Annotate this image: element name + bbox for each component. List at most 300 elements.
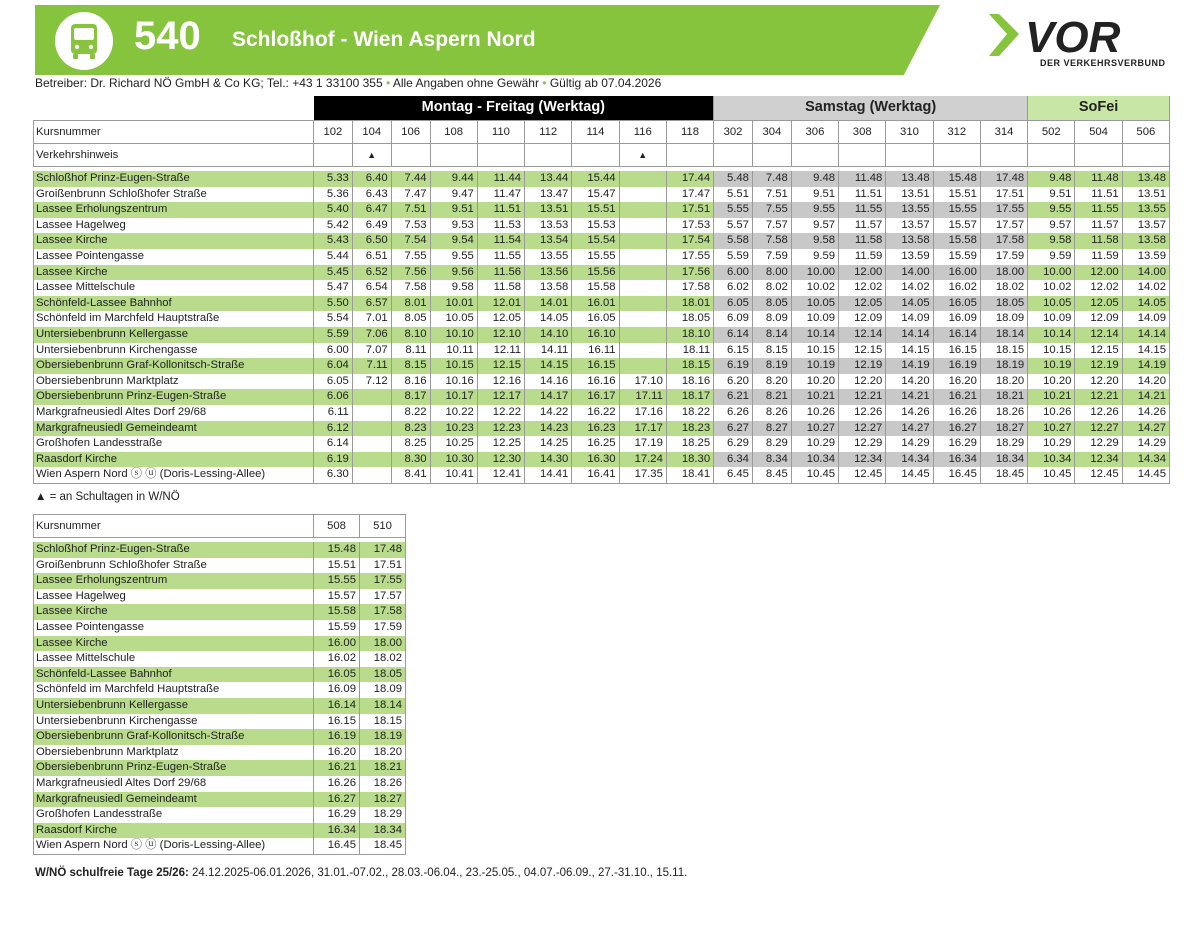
departure-time: 13.55 [1122,202,1169,218]
departure-time: 5.54 [314,311,353,327]
day-group-saturday: Samstag (Werktag) [714,96,1028,121]
stop-name: Untersiebenbrunn Kirchengasse [34,343,314,359]
kurs-number: 302 [714,121,753,144]
departure-time: 15.54 [572,233,619,249]
departure-time: 10.05 [791,296,838,312]
departure-time: 12.05 [477,311,524,327]
departure-time: 14.26 [886,405,933,421]
departure-time: 16.00 [314,636,360,652]
departure-time: 10.20 [791,374,838,390]
departure-time: 12.26 [839,405,886,421]
timetable-row [34,405,1170,421]
departure-time: 16.15 [933,343,980,359]
departure-time: 16.41 [572,467,619,483]
disclaimer: Alle Angaben ohne Gewähr [392,76,539,90]
day-group-row [34,96,1170,121]
departure-time [619,311,666,327]
departure-time: 14.34 [1122,452,1169,468]
departure-time: 11.51 [477,202,524,218]
departure-time: 11.55 [839,202,886,218]
departure-time: 10.22 [430,405,477,421]
kurs-number: 304 [752,121,791,144]
departure-time: 12.02 [839,280,886,296]
departure-time: 11.48 [839,171,886,187]
departure-time: 12.45 [839,467,886,483]
departure-time: 12.15 [1075,343,1122,359]
stop-name: Wien Aspern Nord ⓢ ⓤ (Doris-Lessing-Allee) [34,838,314,854]
timetable-row [34,667,406,683]
departure-time: 10.17 [430,389,477,405]
timetable-row [34,327,1170,343]
departure-time: 6.51 [352,249,391,265]
departure-time: 16.02 [314,651,360,667]
departure-time: 13.59 [886,249,933,265]
departure-time: 6.11 [314,405,353,421]
departure-time: 15.55 [572,249,619,265]
departure-time: 7.55 [391,249,430,265]
departure-time: 14.22 [525,405,572,421]
kurs-number: 114 [572,121,619,144]
timetable-row [34,358,1170,374]
departure-time: 18.19 [360,729,406,745]
stop-name: Lassee Mittelschule [34,651,314,667]
departure-time: 15.57 [314,589,360,605]
departure-time: 14.27 [1122,421,1169,437]
departure-time: 5.42 [314,218,353,234]
departure-time: 12.17 [477,389,524,405]
hint-cell [791,144,838,167]
departure-time: 16.45 [933,467,980,483]
departure-time: 14.27 [886,421,933,437]
departure-time: 18.27 [360,792,406,808]
departure-time: 16.01 [572,296,619,312]
timetable-row [34,233,1170,249]
departure-time: 6.19 [314,452,353,468]
hint-cell [752,144,791,167]
departure-time: 18.20 [360,745,406,761]
timetable-row [34,343,1170,359]
separator-dot: • [385,76,391,90]
timetable-row [34,374,1170,390]
departure-time: 5.51 [714,187,753,203]
timetable-row [34,807,406,823]
departure-time: 6.15 [714,343,753,359]
departure-time: 10.09 [1028,311,1075,327]
departure-time: 12.30 [477,452,524,468]
departure-time: 10.27 [1028,421,1075,437]
departure-time: 12.34 [839,452,886,468]
departure-time: 11.58 [1075,233,1122,249]
departure-time: 15.51 [314,558,360,574]
school-holidays-dates: 24.12.2025-06.01.2026, 31.01.-07.02., 28.03.-06.04., 23.-25.05., 04.07.-06.09., 27.-31.10., 15.11. [188,867,688,879]
kurs-number: 510 [360,515,406,538]
timetable-row [34,202,1170,218]
departure-time: 10.23 [430,421,477,437]
departure-time: 17.51 [666,202,713,218]
departure-time [352,436,391,452]
departure-time: 12.27 [839,421,886,437]
timetable-row [34,792,406,808]
departure-time: 11.44 [477,171,524,187]
departure-time: 13.51 [1122,187,1169,203]
departure-time: 15.58 [314,604,360,620]
departure-time: 17.54 [666,233,713,249]
departure-time: 7.59 [752,249,791,265]
departure-time: 17.55 [360,573,406,589]
departure-time: 8.26 [752,405,791,421]
departure-time: 5.48 [714,171,753,187]
departure-time: 12.16 [477,374,524,390]
stop-name: Obersiebenbrunn Graf-Kollonitsch-Straße [34,729,314,745]
stop-name: Lassee Kirche [34,265,314,281]
stop-name: Schönfeld-Lassee Bahnhof [34,667,314,683]
departure-time: 17.10 [619,374,666,390]
departure-time: 6.45 [714,467,753,483]
departure-time: 6.47 [352,202,391,218]
departure-time: 6.05 [714,296,753,312]
timetable-row [34,651,406,667]
stop-name: Schloßhof Prinz-Eugen-Straße [34,542,314,558]
departure-time: 6.34 [714,452,753,468]
departure-time: 9.59 [1028,249,1075,265]
timetable-row [34,682,406,698]
departure-time [619,265,666,281]
departure-time: 13.55 [525,249,572,265]
kursnummer-row [34,121,1170,144]
day-group-weekday: Montag - Freitag (Werktag) [314,96,714,121]
departure-time: 5.57 [714,218,753,234]
departure-time [619,233,666,249]
departure-time: 6.27 [714,421,753,437]
departure-time: 18.41 [666,467,713,483]
departure-time: 12.02 [1075,280,1122,296]
departure-time: 10.21 [1028,389,1075,405]
timetable-row [34,171,1170,187]
departure-time: 12.20 [839,374,886,390]
kurs-number: 116 [619,121,666,144]
departure-time: 9.55 [1028,202,1075,218]
departure-time: 5.58 [714,233,753,249]
departure-time: 15.59 [314,620,360,636]
departure-time: 10.02 [1028,280,1075,296]
departure-time: 18.30 [666,452,713,468]
departure-time: 9.55 [791,202,838,218]
departure-time: 14.00 [886,265,933,281]
departure-time: 14.16 [525,374,572,390]
departure-time: 14.02 [1122,280,1169,296]
departure-time: 11.54 [477,233,524,249]
stop-name: Markgrafneusiedl Gemeindeamt [34,792,314,808]
departure-time: 10.10 [430,327,477,343]
departure-time: 10.14 [1028,327,1075,343]
hint-cell [391,144,430,167]
departure-time: 8.15 [391,358,430,374]
departure-time: 13.48 [886,171,933,187]
departure-time: 6.06 [314,389,353,405]
departure-time: 12.26 [1075,405,1122,421]
hint-cell [980,144,1027,167]
departure-time: 17.57 [360,589,406,605]
departure-time: 18.15 [360,714,406,730]
departure-time: 8.01 [391,296,430,312]
departure-time: 12.09 [1075,311,1122,327]
departure-time: 16.14 [314,698,360,714]
departure-time: 12.05 [1075,296,1122,312]
departure-time: 18.09 [980,311,1027,327]
departure-time: 18.34 [360,823,406,839]
departure-time: 11.56 [477,265,524,281]
departure-time: 13.47 [525,187,572,203]
departure-time: 16.10 [572,327,619,343]
departure-time: 6.43 [352,187,391,203]
hint-cell [477,144,524,167]
departure-time: 8.41 [391,467,430,483]
departure-time: 16.14 [933,327,980,343]
departure-time: 10.34 [1028,452,1075,468]
departure-time: 18.20 [980,374,1027,390]
departure-time: 16.34 [933,452,980,468]
departure-time: 12.23 [477,421,524,437]
stop-name: Lassee Kirche [34,604,314,620]
departure-time: 6.50 [352,233,391,249]
kurs-number: 110 [477,121,524,144]
stop-name: Wien Aspern Nord ⓢ ⓤ (Doris-Lessing-Allee) [34,467,314,483]
stop-name: Schönfeld im Marchfeld Hauptstraße [34,311,314,327]
departure-time: 10.34 [791,452,838,468]
header-blank-cell [34,96,314,121]
departure-time: 8.02 [752,280,791,296]
departure-time: 7.12 [352,374,391,390]
hint-cell [1122,144,1169,167]
kurs-number: 312 [933,121,980,144]
departure-time: 17.47 [666,187,713,203]
stop-name: Obersiebenbrunn Prinz-Eugen-Straße [34,389,314,405]
departure-time: 16.05 [314,667,360,683]
departure-time: 6.12 [314,421,353,437]
departure-time: 9.48 [791,171,838,187]
departure-time: 12.09 [839,311,886,327]
departure-time: 9.59 [791,249,838,265]
departure-time: 9.51 [791,187,838,203]
departure-time: 6.40 [352,171,391,187]
departure-time: 11.57 [1075,218,1122,234]
departure-time: 8.30 [391,452,430,468]
departure-time: 17.58 [980,233,1027,249]
departure-time: 16.15 [314,714,360,730]
departure-time: 10.27 [791,421,838,437]
departure-time: 5.59 [314,327,353,343]
timetable-secondary [33,514,406,855]
departure-time: 14.21 [1122,389,1169,405]
departure-time: 16.26 [314,776,360,792]
departure-time: 7.55 [752,202,791,218]
departure-time: 7.44 [391,171,430,187]
departure-time: 10.11 [430,343,477,359]
departure-time: 6.09 [714,311,753,327]
timetable-row [34,604,406,620]
departure-time: 9.44 [430,171,477,187]
stop-name: Obersiebenbrunn Marktplatz [34,745,314,761]
timetable-row [34,714,406,730]
departure-time: 15.53 [572,218,619,234]
departure-time: 11.59 [1075,249,1122,265]
departure-time: 10.26 [1028,405,1075,421]
timetable-row [34,187,1170,203]
departure-time: 17.48 [360,542,406,558]
departure-time: 11.51 [839,187,886,203]
departure-time: 14.21 [886,389,933,405]
departure-time: 14.20 [1122,374,1169,390]
timetable-row [34,558,406,574]
departure-time: 17.53 [666,218,713,234]
timetable-row [34,838,406,854]
departure-time: 18.15 [666,358,713,374]
departure-time: 9.47 [430,187,477,203]
departure-time: 7.47 [391,187,430,203]
departure-time [619,327,666,343]
departure-time: 8.21 [752,389,791,405]
departure-time: 17.17 [619,421,666,437]
departure-time: 17.55 [980,202,1027,218]
departure-time: 8.05 [752,296,791,312]
departure-time: 10.30 [430,452,477,468]
departure-time: 7.51 [391,202,430,218]
departure-time: 10.19 [1028,358,1075,374]
departure-time: 13.44 [525,171,572,187]
timetable-row [34,776,406,792]
departure-time: 5.43 [314,233,353,249]
stop-name: Untersiebenbrunn Kellergasse [34,327,314,343]
departure-time: 10.15 [1028,343,1075,359]
timetable-row [34,589,406,605]
departure-time: 15.47 [572,187,619,203]
departure-time: 18.45 [980,467,1027,483]
departure-time: 16.02 [933,280,980,296]
departure-time: 14.41 [525,467,572,483]
departure-time: 11.51 [1075,187,1122,203]
departure-time: 8.14 [752,327,791,343]
kurs-number: 504 [1075,121,1122,144]
departure-time: 8.16 [391,374,430,390]
departure-time: 15.55 [933,202,980,218]
departure-time: 14.14 [886,327,933,343]
route-name: Schloßhof - Wien Aspern Nord [232,28,536,51]
logo-subtitle: DER VERKEHRSVERBUND [1040,58,1166,68]
departure-time: 17.58 [666,280,713,296]
departure-time: 5.36 [314,187,353,203]
departure-time: 18.17 [666,389,713,405]
departure-time: 12.14 [839,327,886,343]
timetable-row [34,389,1170,405]
departure-time: 10.21 [791,389,838,405]
hint-cell [933,144,980,167]
departure-time: 11.53 [477,218,524,234]
timetable-main [33,96,1170,484]
departure-time: 15.57 [933,218,980,234]
departure-time: 16.27 [933,421,980,437]
departure-time: 16.15 [572,358,619,374]
departure-time: 16.05 [572,311,619,327]
hint-cell [314,144,353,167]
departure-time: 15.48 [314,542,360,558]
hint-row [34,144,1170,167]
departure-time: 12.00 [1075,265,1122,281]
departure-time: 9.57 [1028,218,1075,234]
departure-time: 5.40 [314,202,353,218]
departure-time: 15.55 [314,573,360,589]
departure-time: 18.11 [666,343,713,359]
departure-time: 6.05 [314,374,353,390]
departure-time: 5.50 [314,296,353,312]
departure-time: 10.26 [791,405,838,421]
departure-time: 10.20 [1028,374,1075,390]
departure-time: 12.19 [1075,358,1122,374]
departure-time: 12.25 [477,436,524,452]
departure-time: 12.45 [1075,467,1122,483]
departure-time: 18.14 [360,698,406,714]
departure-time: 10.05 [1028,296,1075,312]
departure-time: 14.09 [886,311,933,327]
departure-time [352,467,391,483]
departure-time: 6.00 [714,265,753,281]
departure-time: 16.29 [933,436,980,452]
departure-time: 14.14 [1122,327,1169,343]
departure-time: 15.51 [572,202,619,218]
departure-time: 6.57 [352,296,391,312]
departure-time: 9.56 [430,265,477,281]
departure-time: 7.06 [352,327,391,343]
departure-time: 16.27 [314,792,360,808]
departure-time: 15.51 [933,187,980,203]
departure-time: 12.34 [1075,452,1122,468]
departure-time: 10.19 [791,358,838,374]
departure-time: 9.48 [1028,171,1075,187]
departure-time: 18.09 [360,682,406,698]
stop-name: Groißenbrunn Schloßhofer Straße [34,187,314,203]
timetable-row [34,620,406,636]
departure-time: 14.23 [525,421,572,437]
departure-time: 16.00 [933,265,980,281]
stop-name: Untersiebenbrunn Kirchengasse [34,714,314,730]
departure-time: 17.51 [360,558,406,574]
departure-time: 14.25 [525,436,572,452]
departure-time: 14.29 [1122,436,1169,452]
operator-info: Betreiber: Dr. Richard NÖ GmbH & Co KG; Tel.: +43 1 33100 355 [35,76,383,90]
departure-time: 6.19 [714,358,753,374]
departure-time [352,389,391,405]
departure-time: 6.14 [314,436,353,452]
departure-time: 17.51 [980,187,1027,203]
departure-time: 18.29 [980,436,1027,452]
stop-name: Raasdorf Kirche [34,452,314,468]
departure-time: 8.17 [391,389,430,405]
kurs-number: 314 [980,121,1027,144]
departure-time: 18.19 [980,358,1027,374]
departure-time: 13.53 [525,218,572,234]
stop-name: Lassee Pointengasse [34,620,314,636]
departure-time: 16.05 [933,296,980,312]
departure-time: 13.48 [1122,171,1169,187]
departure-time [619,249,666,265]
departure-time: 12.21 [839,389,886,405]
departure-time: 13.58 [525,280,572,296]
departure-time: 9.54 [430,233,477,249]
departure-time: 9.58 [430,280,477,296]
departure-time: 17.57 [980,218,1027,234]
departure-time: 12.15 [839,343,886,359]
departure-time: 8.22 [391,405,430,421]
departure-time: 17.48 [980,171,1027,187]
